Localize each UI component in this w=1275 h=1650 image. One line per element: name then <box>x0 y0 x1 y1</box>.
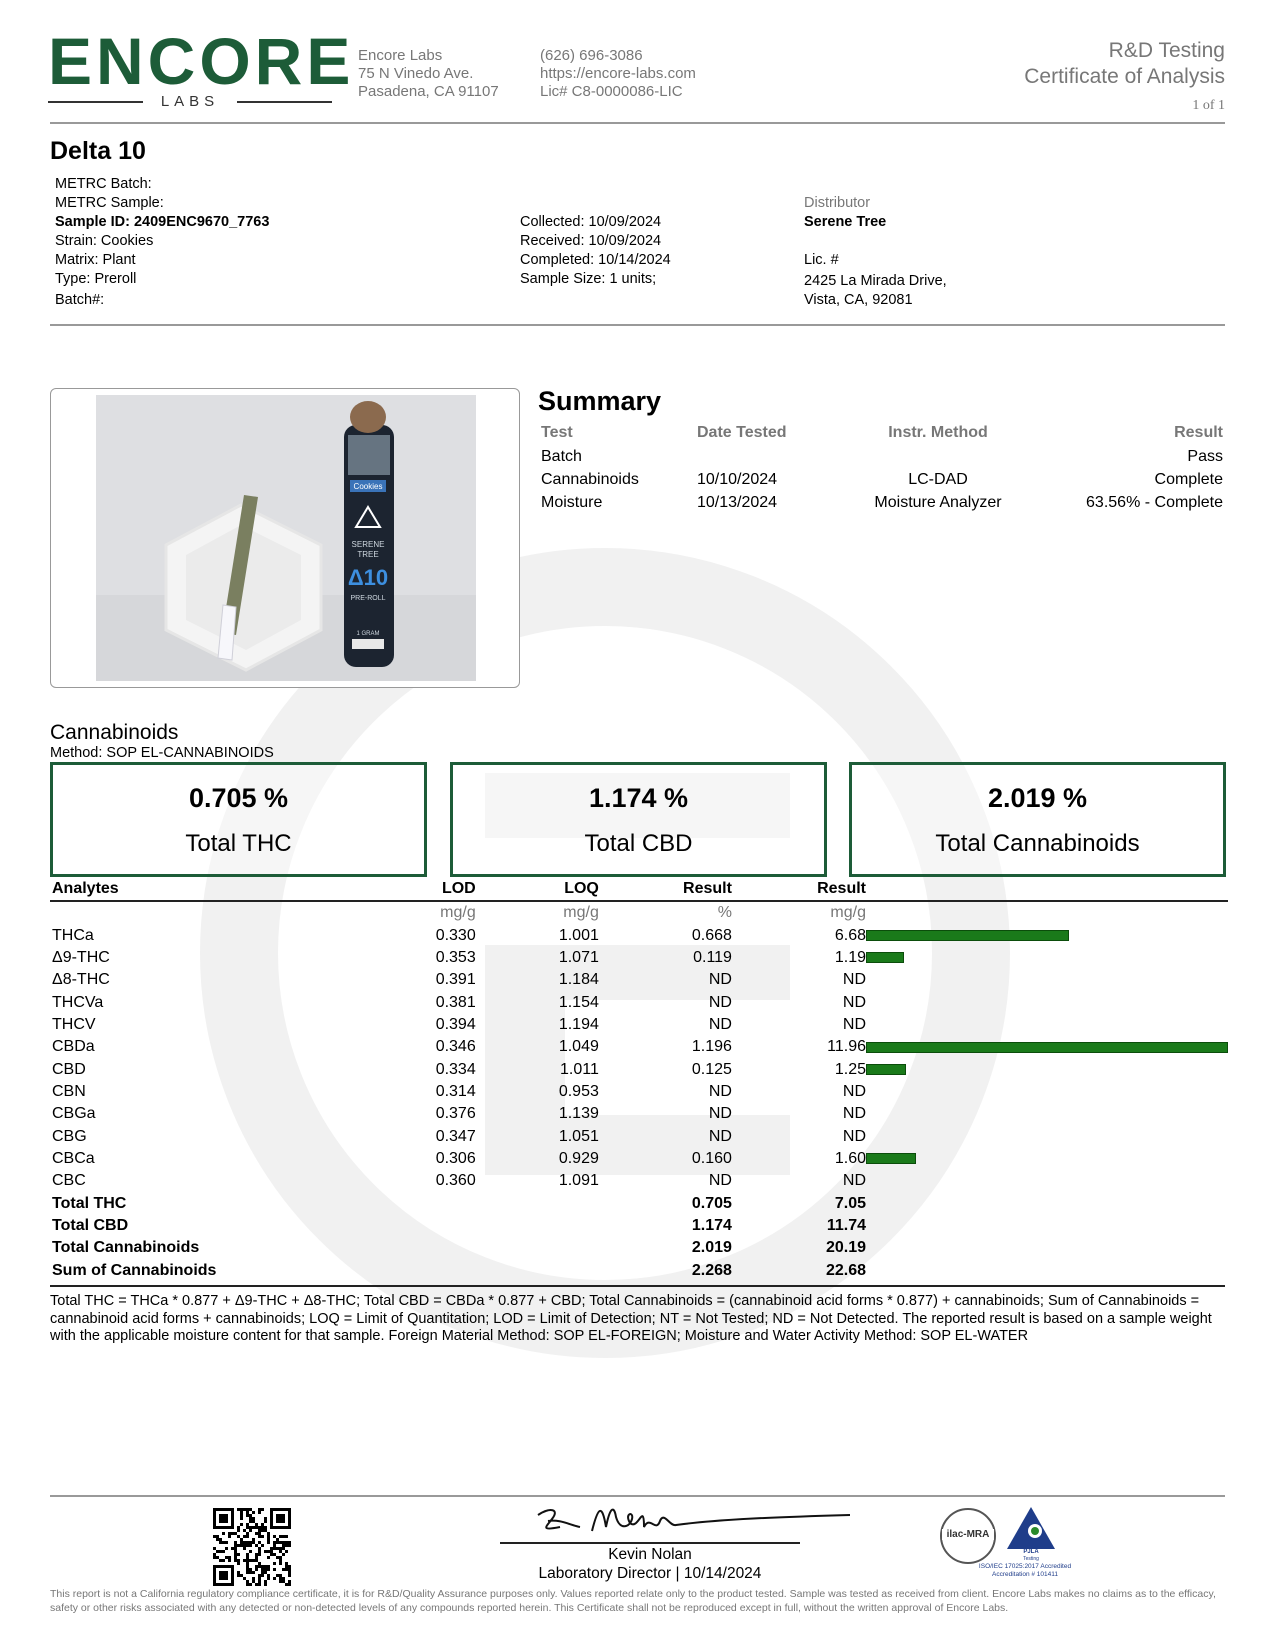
unit-pct: % <box>717 904 732 922</box>
analyte-result-mg: 1.25 <box>834 1060 866 1078</box>
completed-date: Completed: 10/14/2024 <box>520 252 671 268</box>
analyte-result-pct: ND <box>708 1127 732 1145</box>
analyte-result-pct: 0.125 <box>691 1060 732 1078</box>
analyte-row <box>50 969 1228 991</box>
tube-big: Δ10 <box>347 565 389 590</box>
sample-size: Sample Size: 1 units; <box>520 271 657 287</box>
analyte-loq: 1.071 <box>558 948 599 966</box>
analyte-name: THCa <box>52 926 94 944</box>
total-result-mg: 7.05 <box>834 1194 866 1212</box>
analyte-loq: 1.091 <box>558 1172 599 1190</box>
result-bar <box>866 1042 1228 1053</box>
ilac-mra-logo <box>940 1508 996 1564</box>
qr-code-graphic <box>213 1508 291 1586</box>
analyte-row <box>50 924 1228 946</box>
analyte-result-pct: 1.196 <box>691 1038 732 1056</box>
col-result-pct: Result <box>599 878 732 901</box>
analyte-result-pct: ND <box>708 971 732 989</box>
ilac-mra-text: ilac-MRA <box>942 1529 994 1540</box>
analyte-loq: 1.184 <box>558 971 599 989</box>
analyte-result-mg: 6.68 <box>834 926 866 944</box>
total-name: Total THC <box>52 1194 127 1212</box>
total-row <box>50 1215 1228 1237</box>
analyte-loq: 1.001 <box>558 926 599 944</box>
signature <box>520 1497 850 1542</box>
report-title-line2: Certificate of Analysis <box>1024 65 1225 88</box>
logo-wordmark: ENCORE <box>48 24 355 98</box>
analyte-lod: 0.314 <box>435 1082 476 1100</box>
metrc-sample: METRC Sample: <box>55 195 164 211</box>
analyte-result-pct: 0.160 <box>691 1149 732 1167</box>
col-lod: LOD <box>330 878 476 901</box>
analyte-row <box>50 1058 1228 1080</box>
analyte-row <box>50 1170 1228 1192</box>
analyte-name: CBDa <box>52 1038 95 1056</box>
total-cannabinoids-value: 2.019 % <box>987 783 1088 813</box>
product-name: Delta 10 <box>50 137 146 165</box>
analyte-result-pct: ND <box>708 1105 732 1123</box>
lab-website[interactable]: https://encore-labs.com <box>540 65 696 82</box>
sample-photo-illustration <box>96 395 476 681</box>
result-bar <box>866 952 904 963</box>
strain: Strain: Cookies <box>55 233 154 249</box>
total-row <box>50 1260 1228 1282</box>
col-loq: LOQ <box>476 878 599 901</box>
analyte-result-mg: 11.96 <box>827 1038 866 1056</box>
summary-date <box>697 445 849 468</box>
analyte-lod: 0.376 <box>435 1105 476 1123</box>
summary-test: Batch <box>541 447 582 465</box>
info-divider <box>50 324 1225 326</box>
sample-dates <box>520 213 671 289</box>
signature-line <box>500 1542 800 1544</box>
analyte-result-mg: ND <box>842 993 866 1011</box>
accreditation-number: Accreditation # 101411 <box>991 1571 1058 1578</box>
analyte-lod: 0.353 <box>435 948 476 966</box>
analyte-result-mg: ND <box>842 971 866 989</box>
qr-code[interactable] <box>213 1508 291 1586</box>
sample-type: Type: Preroll <box>55 271 137 287</box>
analyte-name: CBGa <box>52 1105 96 1123</box>
analyte-loq: 1.194 <box>558 1015 599 1033</box>
unit-loq: mg/g <box>563 904 599 922</box>
analyte-lod: 0.391 <box>435 971 476 989</box>
result-bar <box>866 930 1069 941</box>
analyte-lod: 0.381 <box>435 993 476 1011</box>
summary-col-date: Date Tested <box>697 424 787 441</box>
distributor-info <box>804 194 947 310</box>
total-cbd-value: 1.174 % <box>588 783 689 813</box>
unit-mg: mg/g <box>830 904 866 922</box>
signature-graphic <box>520 1497 850 1542</box>
analyte-result-mg: 1.60 <box>834 1149 866 1167</box>
metrc-batch: METRC Batch: <box>55 176 152 192</box>
summary-header-row <box>541 421 1223 445</box>
total-result-pct: 1.174 <box>691 1216 732 1234</box>
sample-photo-frame <box>50 388 520 688</box>
analyte-name: Δ9-THC <box>52 948 110 966</box>
lab-license: Lic# C8-0000086-LIC <box>540 83 683 100</box>
summary-method: LC-DAD <box>908 470 968 488</box>
logo-rule-right <box>237 101 332 103</box>
analyte-name: CBG <box>52 1127 87 1145</box>
analyte-loq: 1.154 <box>558 993 599 1011</box>
analyte-name: CBCa <box>52 1149 95 1167</box>
summary-date: 10/10/2024 <box>697 470 778 488</box>
summary-col-test: Test <box>541 424 573 441</box>
sample-photo <box>96 395 476 681</box>
total-name: Sum of Cannabinoids <box>52 1261 217 1279</box>
total-row <box>50 1237 1228 1259</box>
summary-title: Summary <box>538 386 662 416</box>
analyte-name: THCV <box>52 1015 96 1033</box>
summary-row <box>541 491 1223 514</box>
analyte-name: CBD <box>52 1060 86 1078</box>
total-thc-value: 0.705 % <box>188 783 289 813</box>
result-bar <box>866 1153 916 1164</box>
distributor-address-line1: 2425 La Mirada Drive, <box>804 273 947 289</box>
lab-address <box>358 47 499 101</box>
summary-method <box>849 445 1027 468</box>
signatory <box>450 1545 850 1583</box>
summary-method: Moisture Analyzer <box>874 493 1002 511</box>
analyte-lod: 0.334 <box>435 1060 476 1078</box>
tube-small: PRE-ROLL <box>350 595 386 602</box>
analyte-name: Δ8-THC <box>52 971 110 989</box>
units-row <box>50 901 1228 924</box>
analyte-loq: 1.139 <box>558 1105 599 1123</box>
analyte-row <box>50 1125 1228 1147</box>
batch-number: Batch#: <box>55 292 105 308</box>
total-result-pct: 0.705 <box>691 1194 732 1212</box>
distributor-address-line2: Vista, CA, 92081 <box>804 292 913 308</box>
tube-brand-2: TREE <box>357 550 379 559</box>
total-result-mg: 11.74 <box>826 1216 866 1234</box>
unit-analytes <box>50 901 330 924</box>
distributor-label: Distributor <box>804 195 871 211</box>
summary-date: 10/13/2024 <box>697 493 778 511</box>
pjla-text: PJLA <box>1023 1549 1039 1555</box>
tube-tag: Cookies <box>353 482 383 491</box>
analyte-row <box>50 947 1228 969</box>
analyte-name: CBN <box>52 1082 86 1100</box>
analyte-result-pct: ND <box>708 1015 732 1033</box>
total-cannabinoids-card <box>849 762 1226 877</box>
unit-lod: mg/g <box>440 904 476 922</box>
sample-info <box>55 175 269 310</box>
iso-text: ISO/IEC 17025:2017 Accredited <box>978 1563 1072 1570</box>
analyte-result-mg: ND <box>842 1015 866 1033</box>
total-result-mg: 20.19 <box>825 1239 866 1257</box>
analyte-result-pct: 0.119 <box>693 948 732 966</box>
analyte-lod: 0.347 <box>435 1127 476 1145</box>
header-divider <box>50 122 1225 124</box>
analyte-result-pct: ND <box>708 1172 732 1190</box>
total-name: Total CBD <box>52 1216 129 1234</box>
analyte-loq: 1.051 <box>558 1127 599 1145</box>
analyte-lod: 0.360 <box>435 1172 476 1190</box>
signatory-title: Laboratory Director | 10/14/2024 <box>538 1565 762 1582</box>
signatory-name: Kevin Nolan <box>608 1546 692 1563</box>
col-analytes: Analytes <box>50 878 330 901</box>
disclaimer: This report is not a California regulatory compliance certificate, it is for R&D/Quality Assurance purposes only. Values reported relate only to the product tested. Sample was tested as received from client. Encore Labs makes no claims as to the efficacy, safety or other risks associated with any detected or non-detected levels of any compounds reported herein. This Certificate shall not be reproduced except in full, without the written approval of Encore Labs. <box>50 1588 1216 1614</box>
total-row <box>50 1192 1228 1214</box>
summary-table <box>541 421 1223 514</box>
report-title <box>1024 38 1225 114</box>
pjla-sub: Testing <box>1023 1556 1039 1562</box>
analyte-result-pct: ND <box>708 993 732 1011</box>
pjla-logo <box>1005 1505 1057 1555</box>
lab-contact <box>540 47 696 101</box>
analyte-lod: 0.330 <box>435 926 476 944</box>
analyte-row <box>50 1148 1228 1170</box>
col-bar <box>866 878 1228 901</box>
received-date: Received: 10/09/2024 <box>520 233 662 249</box>
total-thc-card <box>50 762 427 877</box>
analyte-row <box>50 1103 1228 1125</box>
summary-test: Cannabinoids <box>541 470 639 488</box>
analytes-table <box>50 878 1228 1282</box>
logo-subtitle: LABS <box>160 93 220 110</box>
col-result-mg: Result <box>732 878 866 901</box>
analyte-loq: 1.049 <box>558 1038 599 1056</box>
analyte-lod: 0.306 <box>435 1149 476 1167</box>
analyte-result-mg: ND <box>842 1127 866 1145</box>
result-bar <box>866 1064 906 1075</box>
analyte-result-mg: ND <box>842 1105 866 1123</box>
summary-row <box>541 445 1223 468</box>
distributor-license: Lic. # <box>804 252 839 268</box>
analytes-header-row <box>50 878 1228 901</box>
analyte-result-pct: 0.668 <box>691 926 732 944</box>
tube-brand-1: SERENE <box>351 540 385 549</box>
summary-col-method: Instr. Method <box>888 424 988 441</box>
analytes-bottom-rule <box>50 1285 1225 1287</box>
total-result-mg: 22.68 <box>825 1261 866 1279</box>
distributor-name: Serene Tree <box>804 214 887 230</box>
sample-id: Sample ID: 2409ENC9670_7763 <box>55 214 270 230</box>
analyte-lod: 0.346 <box>435 1038 476 1056</box>
tube-gram: 1 GRAM <box>356 631 380 637</box>
analyte-loq: 1.011 <box>560 1060 599 1078</box>
summary-col-result: Result <box>1174 424 1223 441</box>
cannabinoids-title: Cannabinoids <box>50 721 179 744</box>
analyte-result-pct: ND <box>708 1082 732 1100</box>
analyte-lod: 0.394 <box>435 1015 476 1033</box>
analyte-result-mg: 1.19 <box>834 948 866 966</box>
pjla-triangle-icon <box>1005 1505 1057 1555</box>
analyte-row <box>50 1014 1228 1036</box>
calculation-notes: Total THC = THCa * 0.877 + Δ9-THC + Δ8-THC; Total CBD = CBDa * 0.877 + CBD; Total Cannabinoids = (cannabinoid acid forms * 0.877) + cannabinoids; Sum of Cannabinoids = cannabinoid acid forms + cannabinoids; LOQ = Limit of Quantitation; LOD = Limit of Detection; NT = Not Tested; ND = Not Detected. The reported result is based on a sample weight with the applicable moisture content for that sample. Foreign Material Method: SOP EL-FOREIGN; Moisture and Water Activity Method: SOP EL-WATER <box>50 1293 1212 1344</box>
total-name: Total Cannabinoids <box>52 1239 200 1257</box>
total-result-pct: 2.268 <box>691 1261 732 1279</box>
collected-date: Collected: 10/09/2024 <box>520 214 662 230</box>
total-cbd-card <box>450 762 827 877</box>
analyte-name: THCVa <box>52 993 104 1011</box>
analyte-loq: 0.929 <box>558 1149 599 1167</box>
total-result-pct: 2.019 <box>691 1239 732 1257</box>
analyte-row <box>50 1081 1228 1103</box>
summary-result: Complete <box>1154 470 1223 488</box>
total-cannabinoids-label: Total Cannabinoids <box>935 830 1140 857</box>
analyte-name: CBC <box>52 1172 86 1190</box>
accreditation-text <box>945 1563 1105 1579</box>
lab-name: Encore Labs <box>358 47 443 64</box>
summary-test: Moisture <box>541 493 603 511</box>
report-title-line1: R&D Testing <box>1108 39 1225 62</box>
analyte-row <box>50 1036 1228 1058</box>
total-cbd-label: Total CBD <box>584 830 693 857</box>
lab-street: 75 N Vinedo Ave. <box>358 65 474 82</box>
analyte-result-mg: ND <box>842 1082 866 1100</box>
analyte-loq: 0.953 <box>558 1082 599 1100</box>
cannabinoids-method: Method: SOP EL-CANNABINOIDS <box>50 745 274 761</box>
summary-row <box>541 468 1223 491</box>
lab-phone: (626) 696-3086 <box>540 47 643 64</box>
lab-city: Pasadena, CA 91107 <box>358 83 499 100</box>
summary-result: 63.56% - Complete <box>1086 493 1223 511</box>
page-number: 1 of 1 <box>1192 98 1225 113</box>
summary-result: Pass <box>1187 447 1223 465</box>
total-thc-label: Total THC <box>185 830 292 857</box>
analyte-result-mg: ND <box>842 1172 866 1190</box>
analyte-row <box>50 991 1228 1013</box>
matrix: Matrix: Plant <box>55 252 136 268</box>
